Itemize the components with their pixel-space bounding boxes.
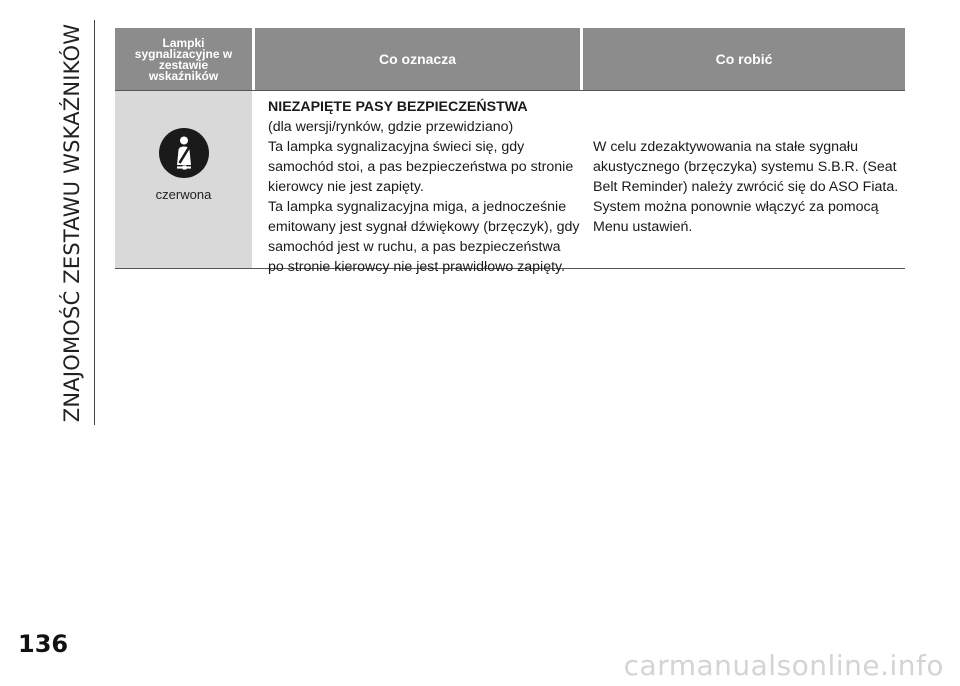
- meaning-cell: [252, 91, 580, 275]
- action-line: Menu ustawień.: [593, 219, 693, 235]
- meaning-line: Ta lampka sygnalizacyjna świeci się, gdy: [268, 139, 525, 155]
- meaning-title: NIEZAPIĘTE PASY BEZPIECZEŃSTWA: [268, 99, 528, 115]
- meaning-line: samochód jest w ruchu, a pas bezpieczeństwa: [268, 239, 561, 255]
- table-row: [115, 90, 905, 275]
- meaning-line: (dla wersji/rynków, gdzie przewidziano): [268, 119, 514, 135]
- meaning-line: kierowcy nie jest zapięty.: [268, 179, 424, 195]
- header-lamp-line: zestawie: [158, 58, 209, 72]
- meaning-line: samochód stoi, a pas bezpieczeństwa po stronie: [268, 159, 574, 175]
- lamp-cell: [115, 91, 252, 268]
- header-meaning: Co oznacza: [255, 28, 580, 90]
- table-header: [115, 28, 905, 90]
- header-lamp-line: Lampki: [162, 36, 205, 50]
- action-line: akustycznego (brzęczyka) systemu S.B.R. (Seat: [593, 159, 897, 175]
- meaning-line: Ta lampka sygnalizacyjna miga, a jednocześnie: [268, 199, 567, 215]
- warning-lamp-table: [115, 28, 905, 275]
- header-lamp-line: wskaźników: [148, 69, 219, 83]
- meaning-line: emitowany jest sygnał dźwiękowy (brzęczyk), gdy: [268, 219, 580, 235]
- lamp-color-label: czerwona: [155, 187, 212, 202]
- action-cell: [580, 91, 905, 268]
- header-action: Co robić: [583, 28, 905, 90]
- header-lamp: [115, 28, 252, 90]
- watermark: carmanualsonline.info: [623, 649, 944, 682]
- side-divider: [94, 20, 95, 425]
- section-title-text: ZNAJOMOŚĆ ZESTAWU WSKAŹNIKÓW: [60, 23, 85, 422]
- action-line: Belt Reminder) należy zwrócić się do ASO Fiata.: [593, 179, 899, 195]
- header-lamp-line: sygnalizacyjne w: [134, 47, 233, 61]
- page-number: 136: [18, 630, 69, 658]
- action-line: System można ponownie włączyć za pomocą: [593, 199, 879, 215]
- seatbelt-warning-icon: [158, 127, 210, 179]
- meaning-line: po stronie kierowcy nie jest prawidłowo zapięty.: [268, 259, 566, 275]
- section-side-title: [56, 20, 88, 425]
- action-line: W celu zdezaktywowania na stałe sygnału: [593, 139, 858, 155]
